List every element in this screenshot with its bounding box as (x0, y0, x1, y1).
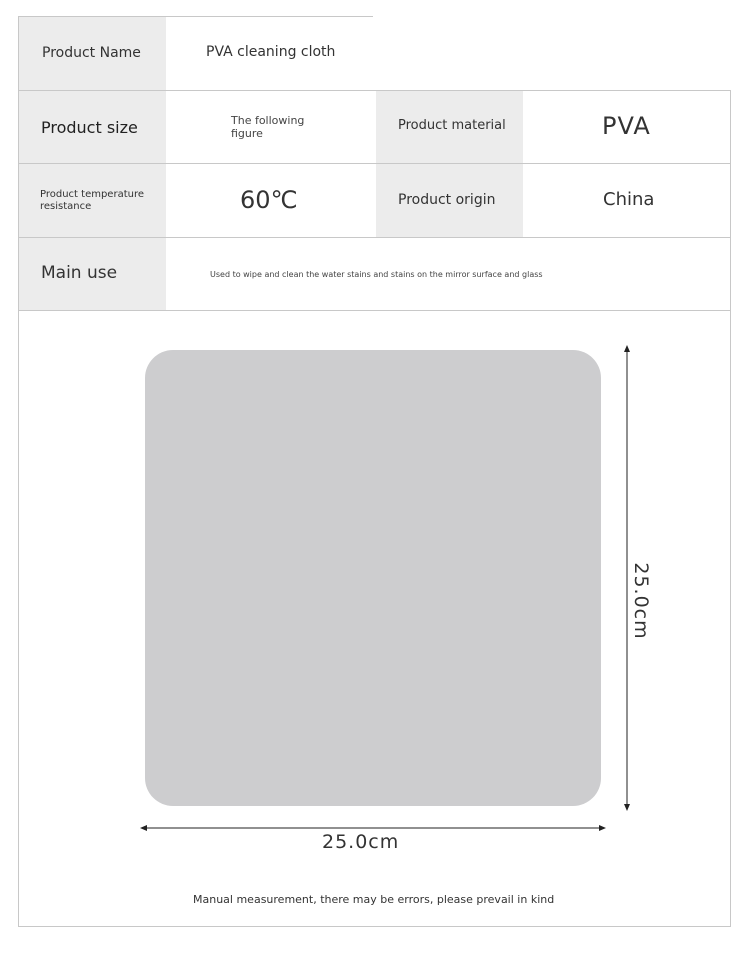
product-name-value: PVA cleaning cloth (206, 44, 336, 60)
product-material-label: Product material (398, 118, 506, 133)
grid-line (19, 90, 731, 91)
grid-line (19, 163, 731, 164)
measurement-note: Manual measurement, there may be errors, please prevail in kind (193, 893, 555, 906)
main-use-label: Main use (41, 263, 118, 283)
grid-line (19, 926, 731, 927)
product-size-value-line2: figure (231, 127, 263, 140)
product-size-value-line1: The following (231, 114, 305, 127)
temp-label-line1: Product temperature (40, 189, 145, 200)
grid-line (730, 90, 731, 927)
origin-value: China (603, 189, 655, 210)
grid-line (19, 16, 373, 17)
grid-line (19, 237, 731, 238)
origin-label: Product origin (398, 192, 496, 208)
temp-value: 60℃ (240, 186, 298, 214)
temp-label-line2: resistance (40, 201, 92, 212)
grid-line (18, 16, 19, 927)
product-material-value: PVA (602, 112, 651, 140)
main-use-value: Used to wipe and clean the water stains and stains on the mirror surface and glass (210, 270, 543, 279)
grid-line (19, 310, 731, 311)
width-label: 25.0cm (322, 831, 400, 853)
height-label: 25.0cm (630, 562, 652, 640)
product-size-label: Product size (41, 118, 138, 137)
cloth-illustration (145, 350, 601, 806)
product-name-label: Product Name (42, 45, 141, 61)
